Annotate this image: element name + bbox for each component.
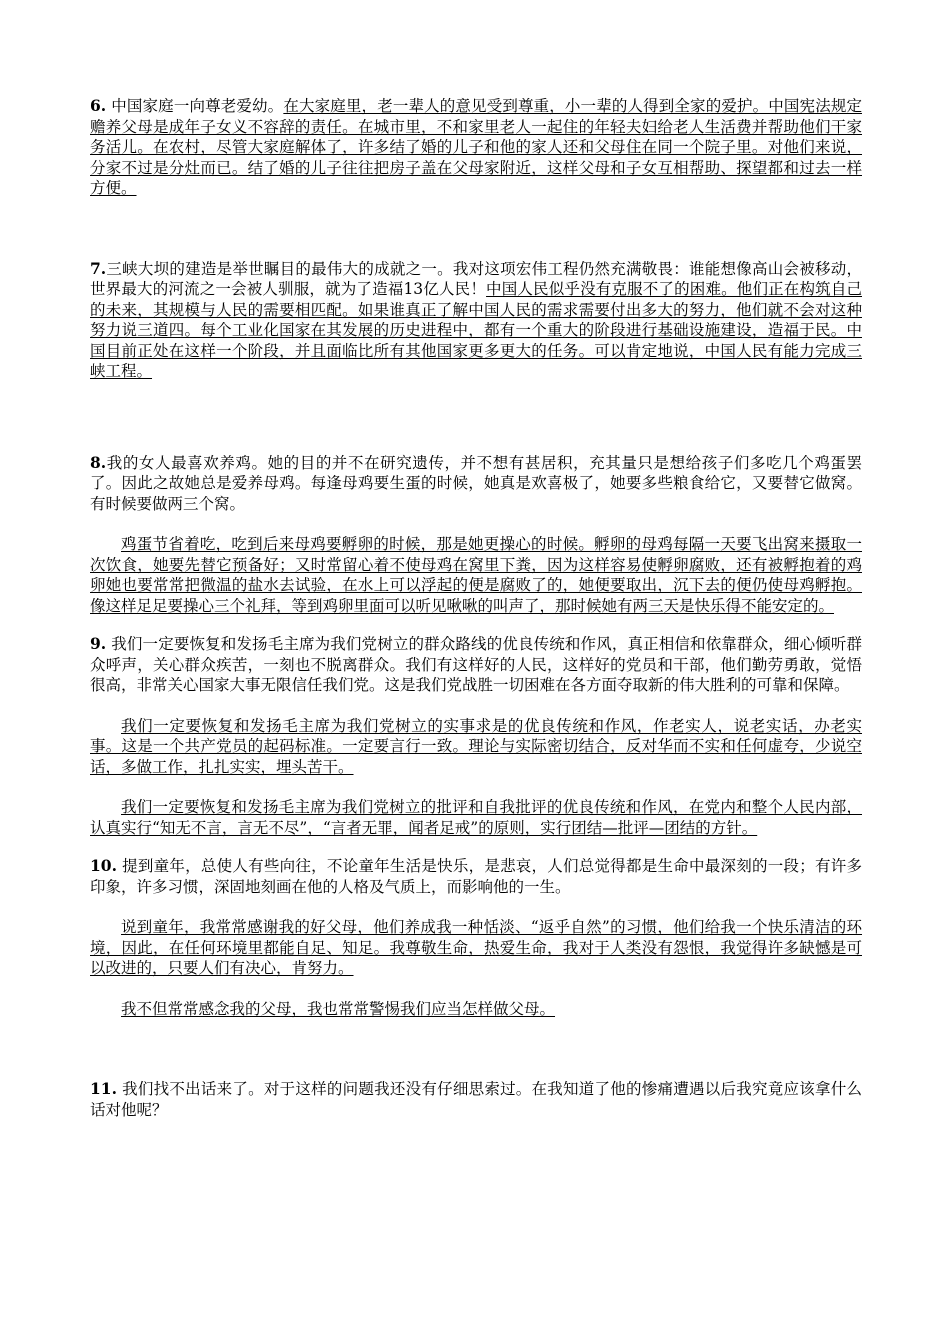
underlined-text: 我们一定要恢复和发扬毛主席为我们党树立的实事求是的优良传统和作风，作老实人，说老实话，办老实事。这是一个共产党员的起码标准。一定要言行一致。理论与实际密切结合，反对华而不实和任何虚夸，少说空话，多做工作，扎扎实实，埋头苦干。 [90,716,862,776]
item-9-underlined-paragraph-1 [90,716,862,778]
item-number: 10. [90,856,117,875]
item-11 [90,1079,862,1120]
underlined-text: 说到童年，我常常感谢我的好父母，他们养成我一种恬淡、“返乎自然”的习惯，他们给我一个快乐清洁的环境，因此，在任何环境里都能自足、知足。我尊敬生命，热爱生命，我对于人类没有怨恨，我觉得许多缺憾是可以改进的，只要人们有决心，肯努力。 [90,918,862,977]
underlined-text: 中国人民似乎没有克服不了的困难。他们正在构筑自己的未来，其规模与人民的需要相匹配。如果谁真正了解中国人民的需求需要付出多大的努力，他们就不会对这种努力说三道四。每个工业化国家在其发展的历史进程中，都有一个重大的阶段进行基础设施建设，造福于民。中国目前正处在这样一个阶段，并且面临比所有其他国家更多更大的任务。可以肯定地说，中国人民有能力完成三峡工程。 [90,280,862,380]
item-text: 我们找不出话来了。对于这样的问题我还没有仔细思索过。在我知道了他的惨痛遭遇以后我究竟应该拿什么话对他呢？ [90,1080,862,1119]
item-number: 7. [90,258,107,278]
underlined-text: 我们一定要恢复和发扬毛主席为我们党树立的批评和自我批评的优良传统和作风，在党内和整个人民内部，认真实行“知无不言，言无不尽”，“言者无罪，闻者足戒”的原则，实行团结—批评—团结的方针。 [90,798,862,837]
item-10-underlined-paragraph-2 [90,999,862,1020]
item-9-underlined-paragraph-2 [90,797,862,838]
item-text: 提到童年，总使人有些向往，不论童年生活是快乐，是悲哀，人们总觉得都是生命中最深刻的一段；有许多印象，许多习惯，深固地刻画在他的人格及气质上，而影响他的一生。 [90,857,862,896]
item-number: 6. [90,96,107,115]
underlined-text: 我不但常常感念我的父母，我也常常警惕我们应当怎样做父母。 [121,999,556,1018]
item-10-underlined-paragraph-1 [90,917,862,979]
item-7 [90,259,862,382]
item-number: 8. [90,452,107,472]
item-text: 我的女人最喜欢养鸡。她的目的并不在研究遗传，并不想有甚居积，充其量只是想给孩子们多吃几个鸡蛋罢了。因此之故她总是爱养母鸡。每逢母鸡要生蛋的时候，她真是欢喜极了，她要多些粮食给它，又要替它做窝。有时候要做两三个窝。 [90,453,862,513]
item-text: 我们一定要恢复和发扬毛主席为我们党树立的群众路线的优良传统和作风，真正相信和依靠群众，细心倾听群众呼声，关心群众疾苦，一刻也不脱离群众。我们有这样好的人民，这样好的党员和干部，他们勤劳勇敢，觉悟很高，非常关心国家大事无限信任我们党。这是我们党战胜一切困难在各方面夺取新的伟大胜利的可靠和保障。 [90,635,862,694]
underlined-text: 在大家庭里，老一辈人的意见受到尊重，小一辈的人得到全家的爱护。中国宪法规定赡养父母是成年子女义不容辞的责任。在城市里，不和家里老人一起住的年轻夫妇给老人生活费并帮助他们干家务活儿。在农村，尽管大家庭解体了，许多结了婚的儿子和他的家人还和父母住在同一个院子里。对他们来说，分家不过是分灶而已。结了婚的儿子往往把房子盖在父母家附近，这样父母和子女互相帮助、探望都和过去一样方便。 [90,97,862,197]
item-text: 三峡大坝的建造是举世瞩目的最伟大的成就之一。我对这项宏伟工程仍然充满敬畏：谁能想像高山会被移动，世界最大的河流之一会被人驯服，就为了造福13亿人民！ [90,259,862,298]
document-page [90,96,862,1120]
item-6 [90,96,862,199]
underlined-text: 鸡蛋节省着吃，吃到后来母鸡要孵卵的时候，那是她更操心的时候。孵卵的母鸡每隔一天要飞出窝来摄取一次饮食，她要先替它预备好；又时常留心着不使母鸡在窝里下粪，因为这样容易使孵卵腐败，还有被孵抱着的鸡卵她也要常常把微温的盐水去试验，在水上可以浮起的便是腐败了的，她便要取出，沉下去的便仍使母鸡孵抱。像这样足足要操心三个礼拜，等到鸡卵里面可以听见啾啾的叫声了，那时候她有两三天是快乐得不能安定的。 [90,535,862,615]
item-number: 9. [90,634,107,653]
item-8 [90,453,862,515]
item-number: 11. [90,1079,117,1098]
item-text: 中国家庭一向尊老爱幼。 [106,97,284,115]
item-8-underlined-paragraph [90,534,862,616]
item-9 [90,634,862,696]
item-10 [90,856,862,897]
